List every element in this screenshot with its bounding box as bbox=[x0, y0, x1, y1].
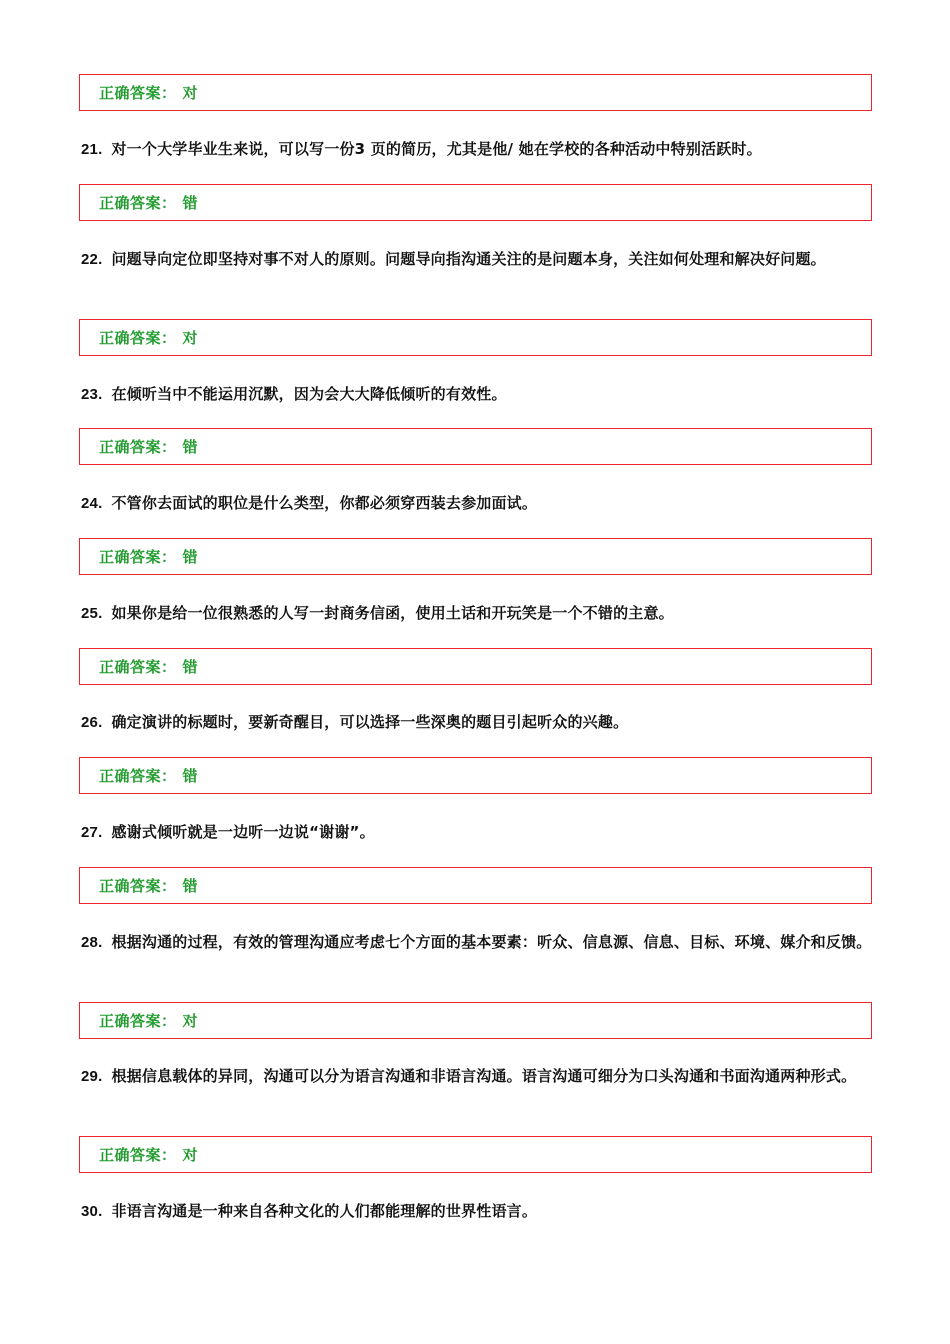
answer-value: 错 bbox=[182, 877, 199, 895]
question-text: 问题导向定位即坚持对事不对人的原则。问题导向指沟通关注的是问题本身，关注如何处理和解决好问题。 bbox=[111, 250, 826, 268]
answer-value: 对 bbox=[182, 1146, 199, 1164]
answer-label: 正确答案 ： bbox=[99, 194, 177, 212]
question-item bbox=[81, 490, 873, 517]
question-text: 确定演讲的标题时，要新奇醒目，可以选择一些深奥的题目引起听众的兴趣。 bbox=[111, 713, 629, 731]
answer-label: 正确答案 ： bbox=[99, 1012, 177, 1030]
question-item bbox=[81, 819, 873, 846]
answer-label: 正确答案 ： bbox=[99, 767, 177, 785]
answer-box bbox=[79, 648, 872, 685]
answer-label: 正确答案 ： bbox=[99, 548, 177, 566]
answer-box bbox=[79, 867, 872, 904]
answer-value: 错 bbox=[182, 438, 199, 456]
question-item bbox=[81, 1063, 873, 1090]
answer-text bbox=[99, 875, 198, 896]
question-item bbox=[81, 600, 873, 627]
answer-value: 对 bbox=[182, 329, 199, 347]
question-item bbox=[81, 709, 873, 736]
answer-box bbox=[79, 184, 872, 221]
answer-text bbox=[99, 192, 198, 213]
question-number: 26 . bbox=[81, 714, 102, 731]
answer-value: 错 bbox=[182, 194, 199, 212]
question-item bbox=[81, 1198, 873, 1225]
question-text: 感谢式倾听就是一边听一边说“谢谢”。 bbox=[111, 823, 375, 841]
answer-value: 错 bbox=[182, 767, 199, 785]
answer-label: 正确答案 ： bbox=[99, 877, 177, 895]
answer-text bbox=[99, 1010, 198, 1031]
answer-text bbox=[99, 436, 198, 457]
question-text: 如果你是给一位很熟悉的人写一封商务信函，使用土话和开玩笑是一个不错的主意。 bbox=[111, 604, 674, 622]
answer-box bbox=[79, 757, 872, 794]
answer-box bbox=[79, 319, 872, 356]
answer-box bbox=[79, 428, 872, 465]
question-text: 根据信息载体的异同，沟通可以分为语言沟通和非语言沟通。语言沟通可细分为口头沟通和书面沟通两种形式。 bbox=[111, 1067, 857, 1085]
question-text: 在倾听当中不能运用沉默，因为会大大降低倾听的有效性。 bbox=[111, 385, 507, 403]
question-number: 30 . bbox=[81, 1203, 102, 1220]
question-number: 22 . bbox=[81, 251, 102, 268]
answer-box bbox=[79, 538, 872, 575]
question-number: 24 . bbox=[81, 495, 102, 512]
question-item bbox=[81, 381, 873, 408]
question-number: 23 . bbox=[81, 386, 102, 403]
question-number: 27 . bbox=[81, 824, 102, 841]
question-number: 21 . bbox=[81, 141, 102, 158]
answer-text bbox=[99, 327, 198, 348]
answer-text bbox=[99, 656, 198, 677]
answer-value: 对 bbox=[182, 1012, 199, 1030]
question-item bbox=[81, 929, 873, 956]
question-item bbox=[81, 246, 873, 273]
question-number: 29 . bbox=[81, 1068, 102, 1085]
answer-text bbox=[99, 546, 198, 567]
question-item bbox=[81, 136, 873, 163]
answer-value: 错 bbox=[182, 548, 199, 566]
question-text: 不管你去面试的职位是什么类型，你都必须穿西装去参加面试。 bbox=[111, 494, 538, 512]
answer-text bbox=[99, 1144, 198, 1165]
question-number: 25 . bbox=[81, 605, 102, 622]
answer-value: 错 bbox=[182, 658, 199, 676]
question-text: 非语言沟通是一种来自各种文化的人们都能理解的世界性语言。 bbox=[111, 1202, 538, 1220]
question-number: 28 . bbox=[81, 934, 102, 951]
answer-label: 正确答案 ： bbox=[99, 438, 177, 456]
answer-label: 正确答案 ： bbox=[99, 658, 177, 676]
answer-text bbox=[99, 765, 198, 786]
answer-box bbox=[79, 1002, 872, 1039]
question-text: 对一个大学毕业生来说，可以写一份3 页的简历，尤其是他/ 她在学校的各种活动中特别活跃时。 bbox=[111, 140, 762, 158]
answer-label: 正确答案 ： bbox=[99, 1146, 177, 1164]
answer-label: 正确答案 ： bbox=[99, 329, 177, 347]
answer-box bbox=[79, 74, 872, 111]
question-text: 根据沟通的过程，有效的管理沟通应考虑七个方面的基本要素：听众、信息源、信息、目标、环境、媒介和反馈。 bbox=[111, 933, 872, 951]
answer-text bbox=[99, 82, 198, 103]
answer-value: 对 bbox=[182, 84, 199, 102]
answer-box bbox=[79, 1136, 872, 1173]
answer-label: 正确答案 ： bbox=[99, 84, 177, 102]
